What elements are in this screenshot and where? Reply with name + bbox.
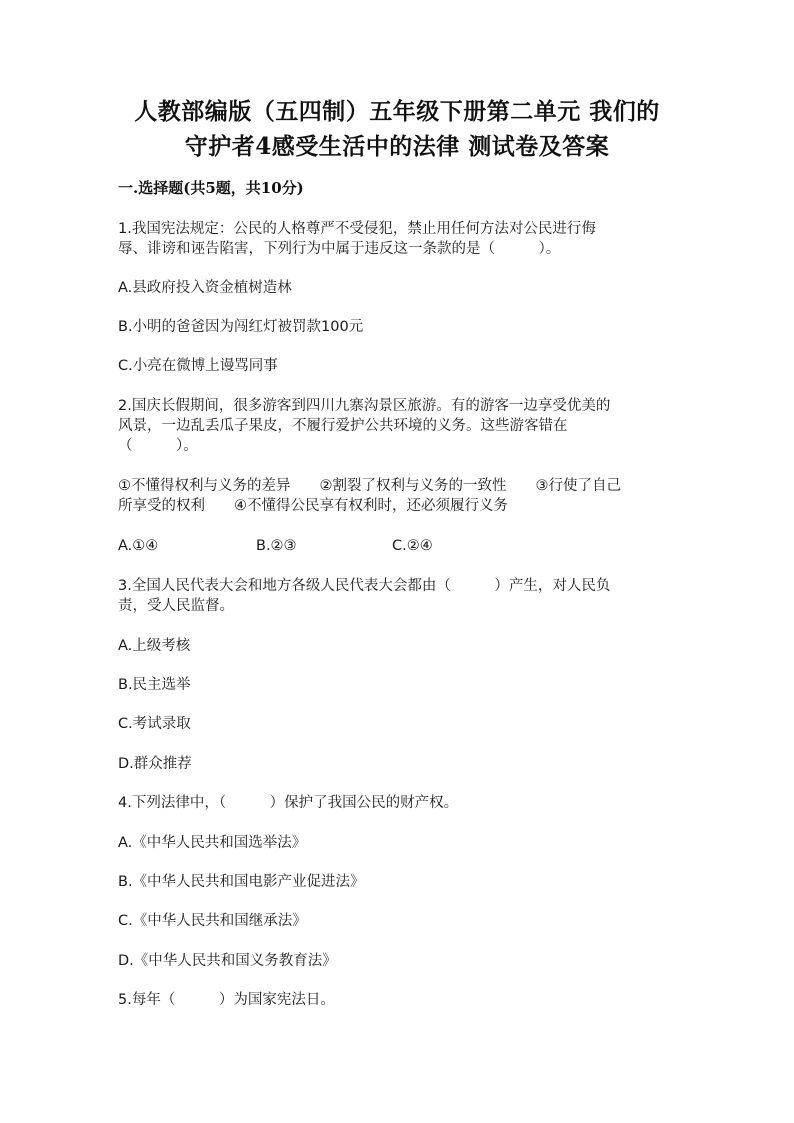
question-3-stem-line-1: 3.全国人民代表大会和地方各级人民代表大会都由（ ）产生，对人民负: [118, 578, 611, 594]
question-3-option-c: C.考试录取: [118, 716, 191, 732]
question-2-option-b: B.②③: [256, 538, 297, 554]
document-title-line-2: 守护者4感受生活中的法律 测试卷及答案: [184, 133, 610, 160]
question-3-option-d: D.群众推荐: [118, 756, 192, 772]
question-1-option-a: A.县政府投入资金植树造林: [118, 280, 292, 296]
question-1-option-c: C.小亮在微博上谩骂同事: [118, 358, 278, 374]
question-4-option-b: B.《中华人民共和国电影产业促进法》: [118, 874, 365, 890]
question-4-stem: 4.下列法律中，（ ）保护了我国公民的财产权。: [118, 795, 459, 811]
question-3-option-b: B.民主选举: [118, 677, 191, 693]
question-2-stem-line-1: 2.国庆长假期间，很多游客到四川九寨沟景区旅游。有的游客一边享受优美的: [118, 398, 611, 414]
question-1-stem-line-1: 1.我国宪法规定：公民的人格尊严不受侵犯，禁止用任何方法对公民进行侮: [118, 221, 596, 237]
question-2-statements-line-1: ①不懂得权利与义务的差异 ②割裂了权利与义务的一致性 ③行使了自己: [118, 478, 621, 494]
question-3-option-a: A.上级考核: [118, 638, 191, 654]
question-2-stem-line-3: （ ）。: [118, 438, 198, 454]
question-4-option-c: C.《中华人民共和国继承法》: [118, 913, 307, 929]
document-title-line-1: 人教部编版（五四制）五年级下册第二单元 我们的: [134, 98, 660, 125]
question-5-stem: 5.每年（ ）为国家宪法日。: [118, 992, 335, 1008]
section-heading: 一.选择题(共5题，共10分): [118, 179, 304, 197]
question-2-option-a: A.①④: [118, 538, 159, 554]
question-4-option-d: D.《中华人民共和国义务教育法》: [118, 953, 337, 969]
question-2-stem-line-2: 风景，一边乱丢瓜子果皮，不履行爱护公共环境的义务。这些游客错在: [118, 418, 568, 434]
question-2-statements-line-2: 所享受的权利 ④不懂得公民享有权利时，还必须履行义务: [118, 498, 508, 514]
question-1-stem-line-2: 辱、诽谤和诬告陷害，下列行为中属于违反这一条款的是（ ）。: [118, 241, 561, 257]
question-3-stem-line-2: 责，受人民监督。: [118, 598, 234, 614]
question-1-option-b: B.小明的爸爸因为闯红灯被罚款100元: [118, 319, 364, 335]
question-4-option-a: A.《中华人民共和国选举法》: [118, 835, 307, 851]
question-2-option-c: C.②④: [392, 538, 433, 554]
